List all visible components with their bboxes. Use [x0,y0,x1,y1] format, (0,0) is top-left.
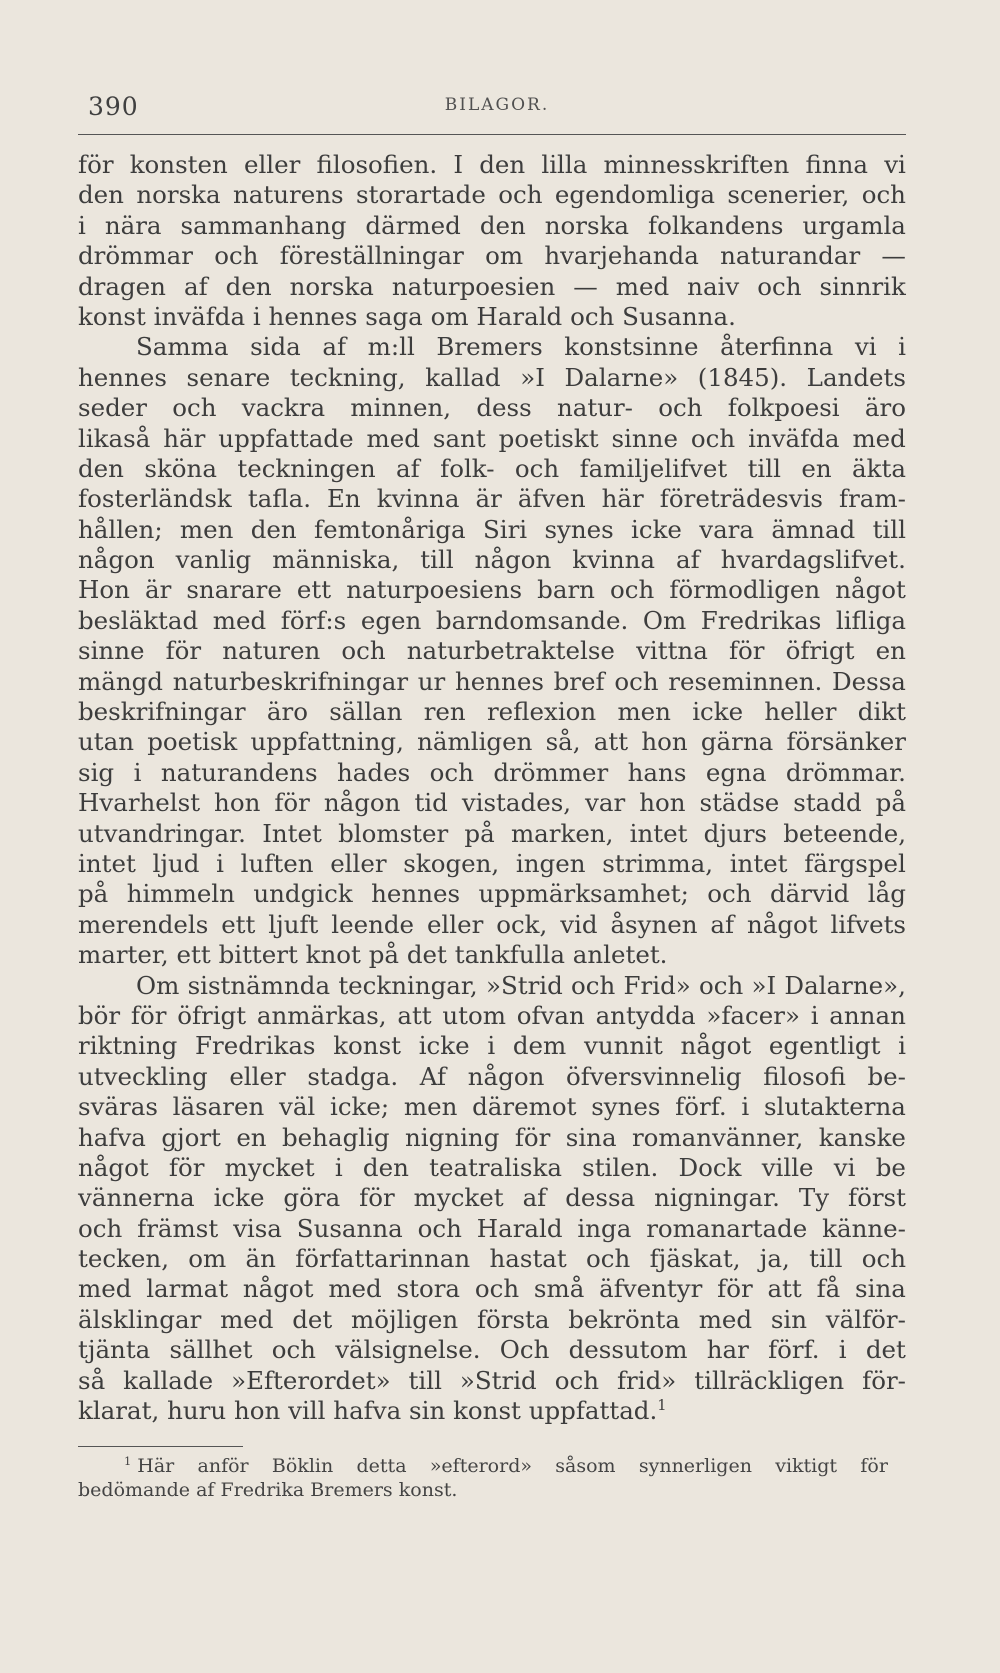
text-line: utveckling eller stadga. Af någon öfversvinnelig filosofi be- [78,1061,906,1091]
text-line: den sköna teckningen af folk- och familjelifvet till en äkta [78,453,906,483]
text-line: älsklingar med det möjligen första bekrönta med sin välför- [78,1304,906,1334]
text-line: så kallade »Efterordet» till »Strid och frid» tillräckligen för- [78,1365,906,1395]
page-header [88,92,906,122]
text-line: sväras läsaren väl icke; men däremot synes förf. i slutakterna [78,1092,906,1122]
text-line: likaså här uppfattade med sant poetiskt sinne och inväfda med [78,423,906,453]
body-text [78,150,906,1426]
text-line: hållen; men den femtonåriga Siri synes icke vara ämnad till [78,514,906,544]
text-line: dragen af den norska naturpoesien — med naiv och sinnrik [78,271,906,301]
text-line: utvandringar. Intet blomster på marken, intet djurs beteende, [78,818,906,848]
text-line: hafva gjort en behaglig nigning för sina romanvänner, kanske [78,1122,906,1152]
text-line: sig i naturandens hades och drömmer hans egna drömmar. [78,757,906,787]
text-line: och främst visa Susanna och Harald inga romanartade känne- [78,1213,906,1243]
text-line: Om sistnämnda teckningar, »Strid och Frid» och »I Dalarne», [136,970,906,1000]
text-line: merendels ett ljuft leende eller ock, vid åsynen af något lifvets [78,909,906,939]
footnote-marker: 1 [124,1453,132,1468]
text-line: någon vanlig människa, till någon kvinna af hvardagslifvet. [78,545,906,575]
running-head: BILAGOR. [444,95,550,115]
text-line: hennes senare teckning, kallad »I Dalarne» (1845). Landets [78,362,906,392]
text-line: intet ljud i luften eller skogen, ingen strimma, intet färgspel [78,848,906,878]
header-rule [78,134,906,135]
page-number: 390 [88,92,139,121]
text-line: på himmeln undgick hennes uppmärksamhet; och därvid låg [78,879,906,909]
text-line: vännerna icke göra för mycket af dessa nigningar. Ty först [78,1183,906,1213]
text-line: med larmat något med stora och små äfventyr för att få sina [78,1274,906,1304]
text-line: fosterländsk tafla. En kvinna är äfven här företrädesvis fram- [78,484,906,514]
text-line: Hvarhelst hon för någon tid vistades, var hon städse stadd på [78,788,906,818]
text-line: tjänta sällhet och välsignelse. Och dessutom har förf. i det [78,1335,906,1365]
text-line: bör för öfrigt anmärkas, att utom ofvan antydda »facer» i annan [78,1000,906,1030]
text-line: Hon är snarare ett naturpoesiens barn och förmodligen något [78,575,906,605]
footnote-line: $^1$ Här anför Böklin detta »efterord» såsom synnerligen viktigt för [124,1453,888,1477]
text-line: sinne för naturen och naturbetraktelse vittna för öfrigt en [78,636,906,666]
text-line: beskrifningar äro sällan ren reflexion men icke heller dikt [78,697,906,727]
footnote-reference: 1 [657,1396,667,1414]
text-line: konst inväfda i hennes saga om Harald och Susanna. [78,301,736,331]
footnote [78,1454,888,1502]
book-page [78,0,906,1673]
text-line: marter, ett bittert knot på det tankfulla anletet. [78,940,668,970]
footnote-rule [78,1446,243,1447]
text-line: utan poetisk uppfattning, nämligen så, att hon gärna försänker [78,727,906,757]
text-line: Samma sida af m:ll Bremers konstsinne återfinna vi i [136,332,906,362]
text-line: tecken, om än författarinnan hastat och fjäskat, ja, till och [78,1244,906,1274]
text-line: klarat, huru hon vill hafva sin konst uppfattad.$^1$ [78,1396,667,1426]
text-line: för konsten eller filosofien. I den lilla minnesskriften finna vi [78,150,906,179]
footnote-line: bedömande af Fredrika Bremers konst. [78,1479,458,1501]
text-line: riktning Fredrikas konst icke i dem vunnit något egentligt i [78,1031,906,1061]
text-line: i nära sammanhang därmed den norska folkandens urgamla [78,210,906,240]
text-line: något för mycket i den teatraliska stilen. Dock ville vi be [78,1152,906,1182]
text-line: drömmar och föreställningar om hvarjehanda naturandar — [78,241,906,271]
text-line: besläktad med förf:s egen barndomsande. Om Fredrikas lifliga [78,605,906,635]
text-line: seder och vackra minnen, dess natur- och folkpoesi äro [78,393,906,423]
text-line: mängd naturbeskrifningar ur hennes bref och reseminnen. Dessa [78,666,906,696]
text-line: den norska naturens storartade och egendomliga scenerier, och [78,180,906,210]
